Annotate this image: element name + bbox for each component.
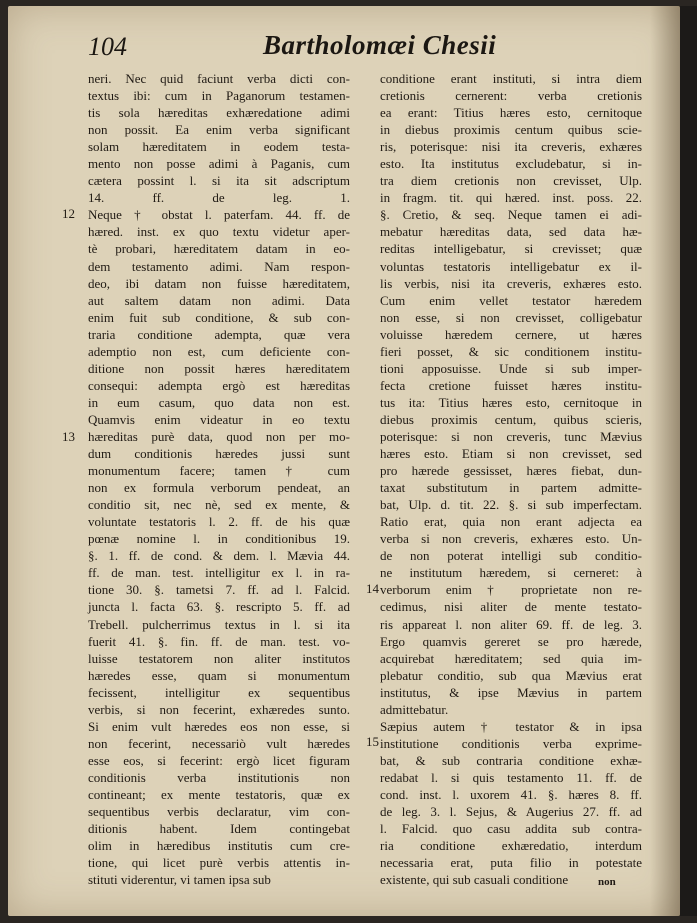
text-line: neri. Nec quid faciunt verba dicti con- xyxy=(88,71,350,86)
text-line: ademptio non est, cum deficiente con- xyxy=(88,343,350,359)
margin-number-13: 13 xyxy=(62,429,75,444)
text-line: monumentum facere; tamen † cum xyxy=(88,463,350,479)
text-line: tis sola hæreditas exhæredatione adimi xyxy=(88,105,350,121)
text-line: textus ibi: cum in Paganorum testamen- xyxy=(88,88,350,104)
text-line: cætera possint l. si ita sit adscriptum xyxy=(88,173,350,189)
text-line: ditione non possit hæres hæreditatem xyxy=(88,360,350,376)
text-line: Si enim vult hæredes eos non esse, si xyxy=(88,718,350,734)
text-line: de non poterat intelligi sub conditio- xyxy=(380,548,642,564)
text-line: l. Falcid. quo casu addita sub contra- xyxy=(380,821,642,837)
text-line: fecta cretione fuisset hæres institu- xyxy=(380,377,642,393)
text-line: Ratio erat, quia non erant adjecta ea xyxy=(380,514,642,530)
text-line: non ex formula verborum pendeat, an xyxy=(88,480,350,496)
text-line: plebatur conditio, sub qua Mævius erat xyxy=(380,667,642,683)
text-line: deo, ibi datam non fuisse hæreditatem, xyxy=(88,275,350,291)
text-line: 14. ff. de leg. 1. xyxy=(88,190,350,206)
text-line: ditionis habent. Idem contingebat xyxy=(88,821,350,837)
text-line: §. Cretio, & seq. Neque tamen ei adi- xyxy=(380,207,642,223)
text-line: tra diem cretionis non crevisset, Ulp. xyxy=(380,173,642,189)
text-line: cretionis cernerent: verba cretionis xyxy=(380,88,642,104)
text-line: aut saltem datam non adimi. Data xyxy=(88,292,350,308)
text-line: non possit. Ea enim verba significant xyxy=(88,122,350,138)
text-line: tus ita: Titius hæres esto, cernitoque in xyxy=(380,394,642,410)
text-line: sequentibus verbis declaratur, vim con- xyxy=(88,804,350,820)
text-line: non fecerint, necessariò vult hæredes xyxy=(88,735,350,751)
text-line: Cum enim vellet testator hæredem xyxy=(380,292,642,308)
text-line: solam hæreditatem in eodem testa- xyxy=(88,139,350,155)
text-line: esse eos, si fecerint: ergò licet figuram xyxy=(88,752,350,768)
text-line: conditione erant instituti, si intra diem xyxy=(380,71,642,86)
text-line: §. 1. ff. de cond. & dem. l. Mævia 44. xyxy=(88,548,350,564)
text-line: dem testamento adimi. Nam respon- xyxy=(88,258,350,274)
text-line: ris appareat l. non aliter 69. ff. de leg. 3. xyxy=(380,616,642,632)
margin-number-15: 15 xyxy=(366,734,379,749)
text-line: ea erant: Titius hæres esto, cernitoque xyxy=(380,105,642,121)
text-line: traria conditione adempta, quæ vera xyxy=(88,326,350,342)
text-line: institutione conditionis verba exprime- xyxy=(380,735,642,751)
margin-number-12: 12 xyxy=(62,206,75,221)
text-line: esto. Ita institutus excludebatur, si in- xyxy=(380,156,642,172)
text-line: luisse testatorem non aliter institutos xyxy=(88,650,350,666)
text-line: lis verbis, nisi ita creveris, exhæres esto. xyxy=(380,275,642,291)
text-line: mento non posse adimi à Paganis, cum xyxy=(88,156,350,172)
text-line: fieri posset, & sic conditionem institu- xyxy=(380,343,642,359)
text-line: verbis, si non fecerint, exhæredes sunto. xyxy=(88,701,350,717)
text-line: in fragm. tit. qui hæred. inst. poss. 22. xyxy=(380,190,642,206)
text-line: non esse, si non crevisset, colligebatur xyxy=(380,309,642,325)
text-line: conditio sit, nec nè, sed ex mente, & xyxy=(88,497,350,513)
text-line: tè probari, hæreditatem datam in eo- xyxy=(88,241,350,257)
text-line: verba si non creveris, exhæres esto. Un- xyxy=(380,531,642,547)
text-line: fecissent, intelligitur ex sequentibus xyxy=(88,684,350,700)
adjacent-page-edge xyxy=(680,6,697,916)
text-line: consequi: adempta ergò est hæreditas xyxy=(88,377,350,393)
text-line: hæred. inst. ex quo textu videtur aper- xyxy=(88,224,350,240)
text-line: in diebus proximis centum quibus scie- xyxy=(380,122,642,138)
text-line: voluntas testatoris intelligebatur ex il- xyxy=(380,258,642,274)
text-line: bat, & sub contraria conditione exhæ- xyxy=(380,752,642,768)
text-line: ris, poterisque: nisi ita creveris, exhæres xyxy=(380,139,642,155)
text-line: conditionis verba institutionis non xyxy=(88,769,350,785)
text-line: Neque † obstat l. paterfam. 44. ff. de xyxy=(88,207,350,223)
text-line: cond. inst. l. uxorem 41. §. hæres 8. ff. xyxy=(380,786,642,802)
text-line: necessaria erat, puta filio in potestate xyxy=(380,855,642,871)
text-line: hæredes esse, quam si monumentum xyxy=(88,667,350,683)
text-line: stituti viderentur, vi tamen ipsa sub xyxy=(88,872,271,888)
text-line: bat, Ulp. d. tit. 22. §. si sub imperfectam. xyxy=(380,497,642,513)
text-line: hæreditas purè data, quod non per mo- xyxy=(88,428,350,444)
text-line: hæres esto. Etiam si non crevisset, sed xyxy=(380,446,642,462)
catchword: non xyxy=(598,876,616,888)
text-line: ff. de man. test. intelligitur ex l. in ra- xyxy=(88,565,350,581)
text-line: acquirebat hæreditatem; sed quia im- xyxy=(380,650,642,666)
text-line: olim in hæredibus institutis cum cre- xyxy=(88,838,350,854)
text-line: pro hærede gessisset, hæres fiebat, dun- xyxy=(380,463,642,479)
text-line: voluisse hæredem cernere, ut hæres xyxy=(380,326,642,342)
text-line: reditas intelligebatur, si crevisset; quæ xyxy=(380,241,642,257)
text-line: diebus proximis centum, quibus scieris, xyxy=(380,411,642,427)
text-line: poterisque: si non creveris, tunc Mævius xyxy=(380,428,642,444)
text-line: ne institutum hæredem, si cerneret: à xyxy=(380,565,642,581)
text-line: de leg. 3. l. Sejus, & Augerius 27. ff. ad xyxy=(380,804,642,820)
text-line: existente, qui sub casuali conditione xyxy=(380,872,569,888)
text-line: enim fuit sub conditione, & sub con- xyxy=(88,309,350,325)
text-line: tione, qui licet purè verbis attentis in- xyxy=(88,855,350,871)
text-line: admittebatur. xyxy=(380,701,449,717)
left-text-column xyxy=(88,70,350,888)
right-text-column xyxy=(380,70,642,888)
text-line: verborum enim † proprietate non re- xyxy=(380,582,642,598)
text-line: Ergo quamvis gereret se pro hærede, xyxy=(380,633,642,649)
text-line: mebatur hæreditas data, sed data hæ- xyxy=(380,224,642,240)
page-number: 104 xyxy=(88,32,127,61)
text-line: tione 30. §. tametsi 7. ff. ad l. Falcid. xyxy=(88,582,350,598)
text-line: in eum casum, quo data non est. xyxy=(88,394,350,410)
text-line: dum conditionis hæredes jussi sunt xyxy=(88,446,350,462)
text-line: cedimus, nisi aliter de mente testato- xyxy=(380,599,642,615)
text-line: ria conditione exhæredatio, interdum xyxy=(380,838,642,854)
running-title: Bartholomæi Chesii xyxy=(263,30,497,60)
text-line: Trebell. pulcherrimus textus in l. si ita xyxy=(88,616,350,632)
text-line: Quamvis enim videatur in eo textu xyxy=(88,411,350,427)
margin-number-14: 14 xyxy=(366,581,379,596)
text-line: pœnæ nomine l. in conditionibus 19. xyxy=(88,531,350,547)
page-gutter-shadow xyxy=(650,6,680,916)
text-line: institutus, & ipse Mævius in partem xyxy=(380,684,642,700)
text-line: fuerit 41. §. fin. ff. de man. test. vo- xyxy=(88,633,350,649)
page-header xyxy=(88,30,648,66)
text-line: contineant; ex mente testatoris, quæ ex xyxy=(88,786,350,802)
text-line: taxat substitutum in partem admitte- xyxy=(380,480,642,496)
text-line: juncta l. facta 63. §. rescripto 5. ff. ad xyxy=(88,599,350,615)
text-line: tioni apposuisse. Unde si sub imper- xyxy=(380,360,642,376)
text-line: redabat l. si quis testamento 11. ff. de xyxy=(380,769,642,785)
text-line: voluntate testatoris l. 2. ff. de his quæ xyxy=(88,514,350,530)
text-line: Sæpius autem † testator & in ipsa xyxy=(380,718,642,734)
